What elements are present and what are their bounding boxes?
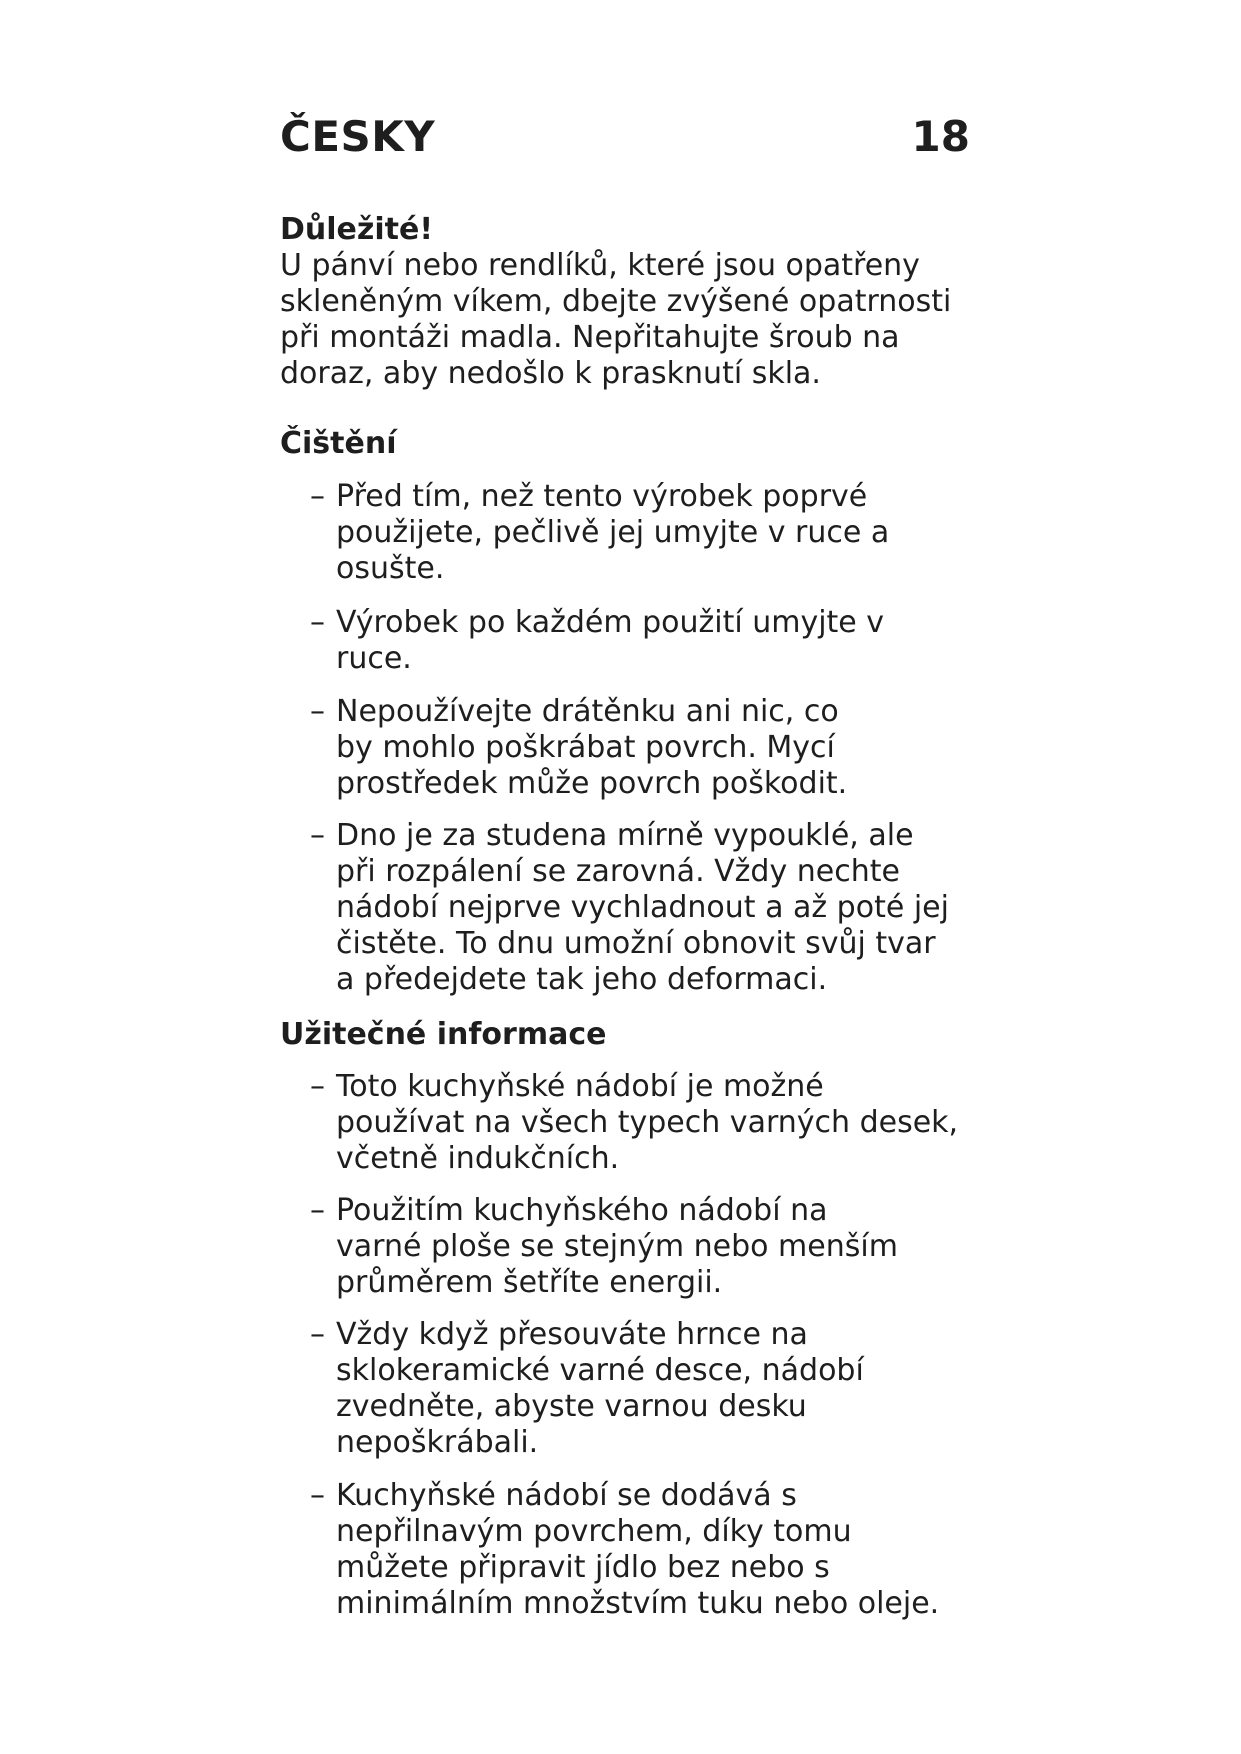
item-line: včetně indukčních. bbox=[336, 1141, 620, 1176]
item-line: nepřilnavým povrchem, díky tomu bbox=[336, 1514, 852, 1549]
important-text-line: U pánví nebo rendlíků, které jsou opatřeny bbox=[280, 248, 920, 283]
item-line: osušte. bbox=[336, 551, 445, 586]
cleaning-heading: Čištění bbox=[280, 426, 397, 461]
item-line: použijete, pečlivě jej umyjte v ruce a bbox=[336, 515, 890, 550]
important-text-line: doraz, aby nedošlo k prasknutí skla. bbox=[280, 356, 821, 391]
item-line: ruce. bbox=[336, 641, 412, 676]
useful-info-item bbox=[280, 1069, 970, 1177]
item-line: varné ploše se stejným nebo menším bbox=[336, 1229, 898, 1264]
useful-info-item bbox=[280, 1193, 970, 1301]
page-header bbox=[280, 112, 970, 172]
language-label: ČESKY bbox=[280, 112, 436, 161]
item-line: Dno je za studena mírně vypouklé, ale bbox=[336, 818, 914, 853]
item-line: prostředek může povrch poškodit. bbox=[336, 766, 848, 801]
bullet-dash: – bbox=[310, 1478, 325, 1513]
bullet-dash: – bbox=[310, 694, 325, 729]
important-text-line: skleněným víkem, dbejte zvýšené opatrnosti bbox=[280, 284, 952, 319]
bullet-dash: – bbox=[310, 1069, 325, 1104]
important-section bbox=[280, 212, 970, 392]
page-number: 18 bbox=[911, 112, 970, 161]
cleaning-item bbox=[280, 479, 970, 587]
important-text-line: při montáži madla. Nepřitahujte šroub na bbox=[280, 320, 900, 355]
bullet-dash: – bbox=[310, 1317, 325, 1352]
item-line: minimálním množstvím tuku nebo oleje. bbox=[336, 1586, 940, 1621]
cleaning-section bbox=[280, 426, 970, 462]
important-heading: Důležité! bbox=[280, 212, 434, 247]
item-line: Výrobek po každém použití umyjte v bbox=[336, 605, 885, 640]
useful-info-item bbox=[280, 1478, 970, 1622]
useful-info-heading: Užitečné informace bbox=[280, 1017, 607, 1052]
item-line: Kuchyňské nádobí se dodává s bbox=[336, 1478, 797, 1513]
item-line: průměrem šetříte energii. bbox=[336, 1265, 723, 1300]
bullet-dash: – bbox=[310, 605, 325, 640]
item-line: by mohlo poškrábat povrch. Mycí bbox=[336, 730, 835, 765]
item-line: Před tím, než tento výrobek poprvé bbox=[336, 479, 868, 514]
item-line: nádobí nejprve vychladnout a až poté jej bbox=[336, 890, 949, 925]
item-line: sklokeramické varné desce, nádobí bbox=[336, 1353, 864, 1388]
useful-info-item bbox=[280, 1317, 970, 1461]
bullet-dash: – bbox=[310, 1193, 325, 1228]
cleaning-item bbox=[280, 605, 970, 677]
cleaning-item bbox=[280, 818, 970, 998]
item-line: Toto kuchyňské nádobí je možné bbox=[336, 1069, 824, 1104]
item-line: Použitím kuchyňského nádobí na bbox=[336, 1193, 828, 1228]
bullet-dash: – bbox=[310, 479, 325, 514]
item-line: Vždy když přesouváte hrnce na bbox=[336, 1317, 808, 1352]
item-line: při rozpálení se zarovná. Vždy nechte bbox=[336, 854, 900, 889]
bullet-dash: – bbox=[310, 818, 325, 853]
item-line: Nepoužívejte drátěnku ani nic, co bbox=[336, 694, 839, 729]
item-line: můžete připravit jídlo bez nebo s bbox=[336, 1550, 830, 1585]
important-text bbox=[280, 248, 970, 392]
cleaning-item bbox=[280, 694, 970, 802]
item-line: používat na všech typech varných desek, bbox=[336, 1105, 959, 1140]
item-line: čistěte. To dnu umožní obnovit svůj tvar bbox=[336, 926, 936, 961]
item-line: a předejdete tak jeho deformaci. bbox=[336, 962, 828, 997]
item-line: zvedněte, abyste varnou desku bbox=[336, 1389, 807, 1424]
item-line: nepoškrábali. bbox=[336, 1425, 539, 1460]
useful-info-section bbox=[280, 1017, 970, 1053]
